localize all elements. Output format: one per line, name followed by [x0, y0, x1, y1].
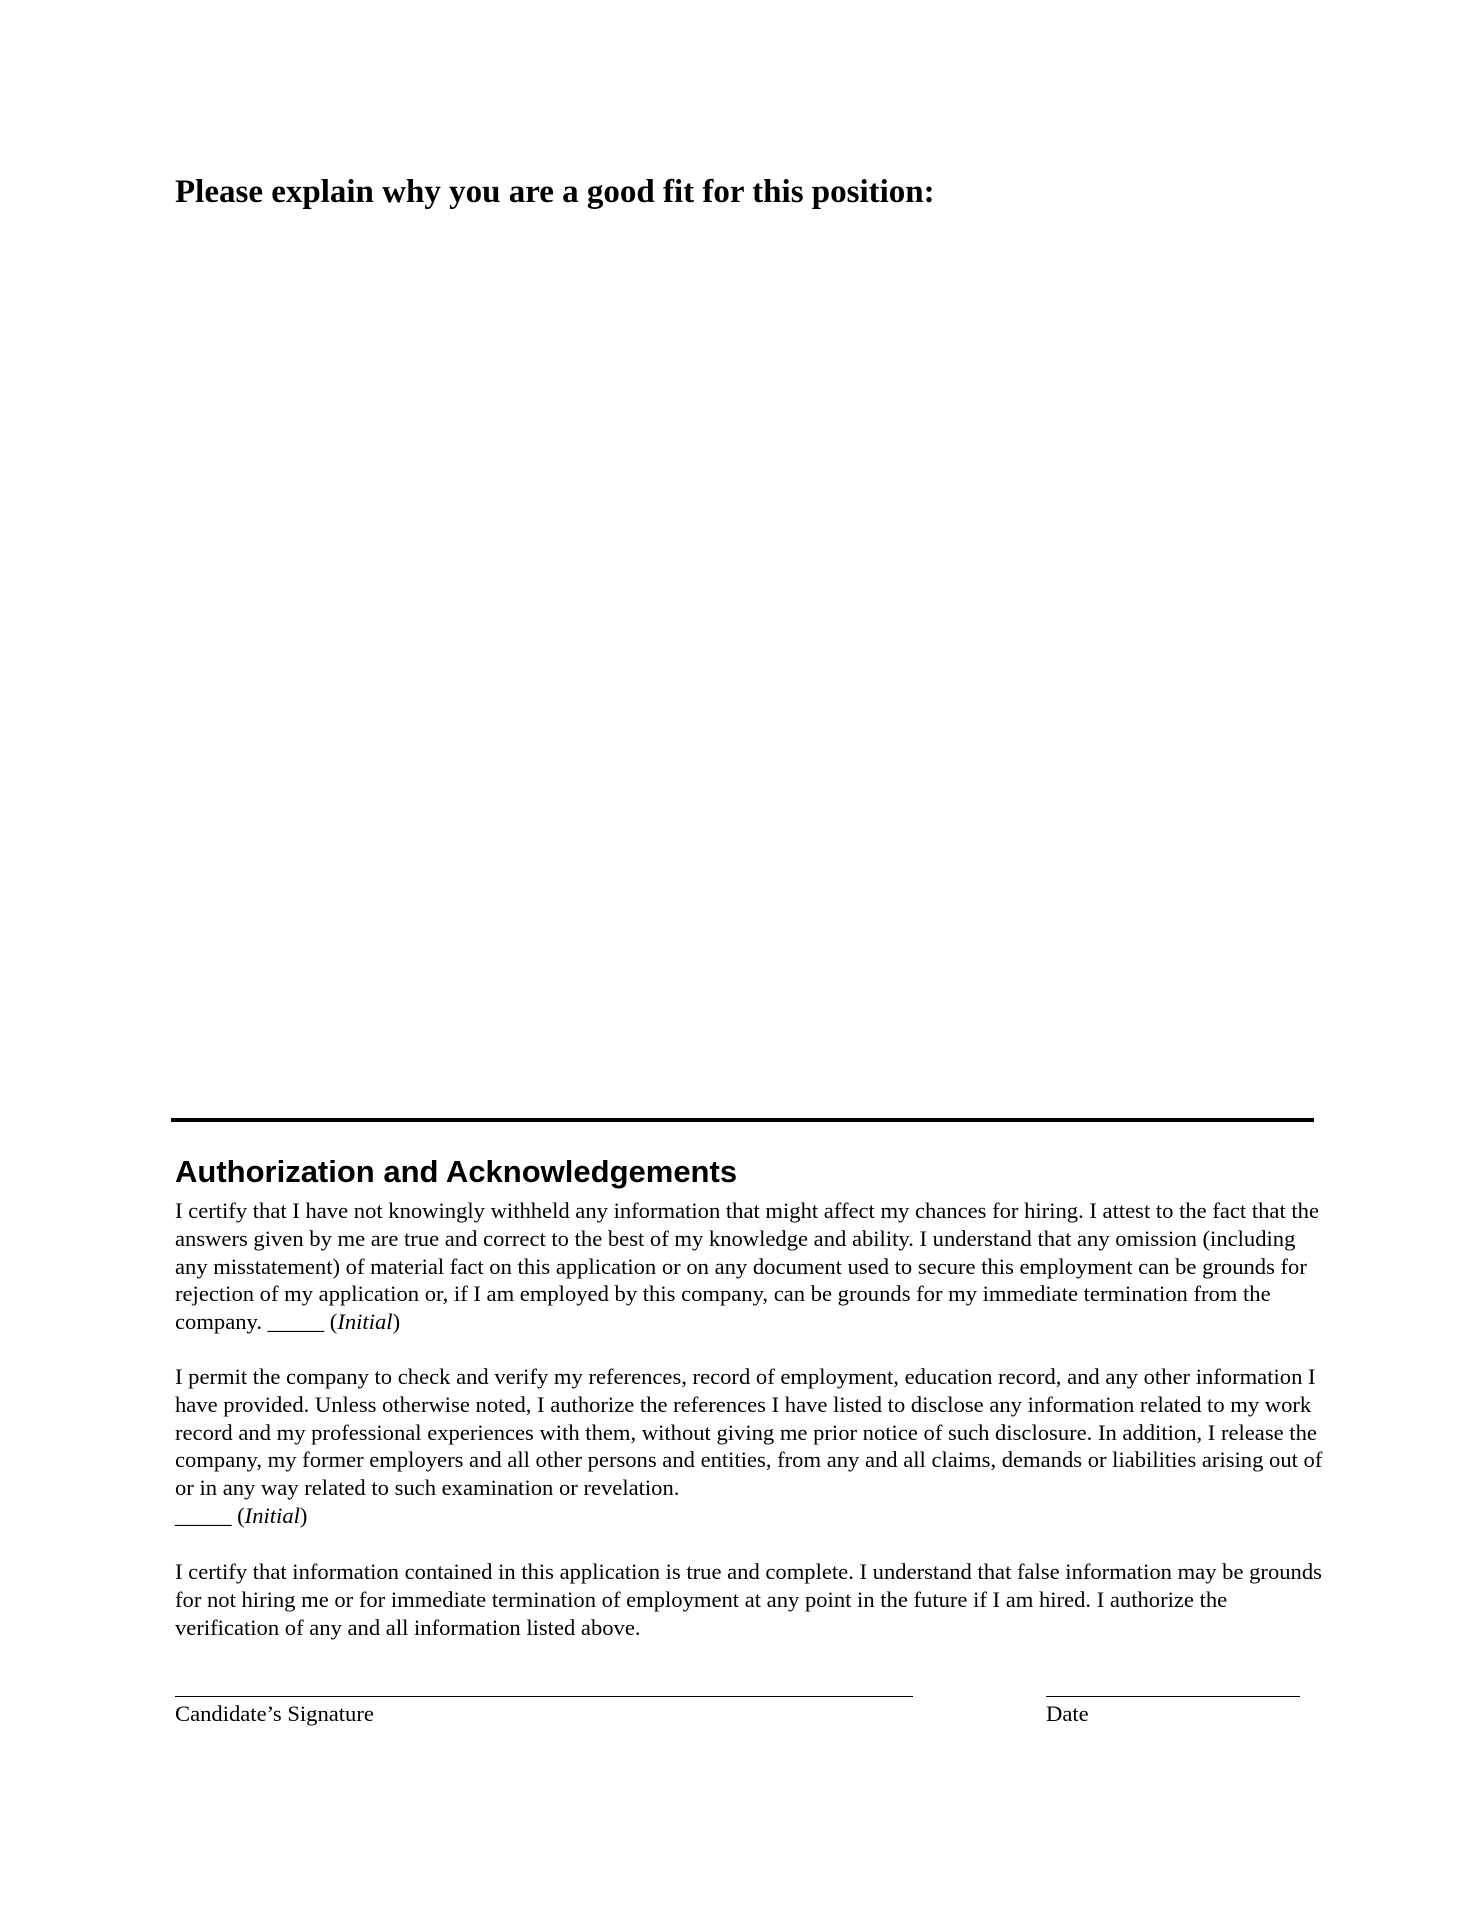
authorization-heading: Authorization and Acknowledgements — [175, 1154, 738, 1189]
initial-field-2[interactable]: _____ (Initial) — [175, 1502, 308, 1528]
references-paragraph — [175, 1363, 1325, 1530]
fit-answer-area[interactable] — [175, 230, 1310, 1100]
initial-label-2: Initial — [244, 1502, 300, 1528]
initial-blank-2: _____ — [175, 1502, 232, 1528]
initial-blank-1: _____ — [267, 1309, 325, 1335]
fit-question-heading: Please explain why you are a good fit for this position: — [175, 174, 935, 210]
initial-field-1[interactable]: _____ (Initial) — [267, 1309, 401, 1335]
verification-paragraph: I certify that information contained in this application is true and complete. I understand that false information may be grounds for not hiring me or for immediate termination of employment at any point in the future if I am hired. I authorize the verification of any and all information listed above. — [175, 1559, 1322, 1640]
references-text: I permit the company to check and verify my references, record of employment, education record, and any other information I have provided. Unless otherwise noted, I authorize the references I have listed to disclose any information related to my work record and my professional experiences with them, without giving me prior notice of such disclosure. In addition, I release the company, my former employers and all other persons and entities, from any and all claims, demands or liabilities arising out of or in any way related to such examination or revelation. — [175, 1364, 1323, 1501]
certification-paragraph — [175, 1197, 1325, 1336]
date-label: Date — [1046, 1701, 1089, 1726]
candidate-signature-line[interactable] — [175, 1696, 913, 1697]
date-signature-line[interactable] — [1046, 1696, 1300, 1697]
initial-label-1: Initial — [337, 1309, 393, 1335]
certification-text: I certify that I have not knowingly withheld any information that might affect my chances for hiring. I attest to the fact that the answers given by me are true and correct to the best of my knowledge and ability. I understand that any omission (including any misstatement) of material fact on this application or on any document used to secure this employment can be grounds for rejection of my application or, if I am employed by this company, can be grounds for my immediate termination from the company. — [175, 1198, 1319, 1335]
candidate-signature-label: Candidate’s Signature — [175, 1701, 374, 1726]
section-divider — [171, 1118, 1314, 1122]
